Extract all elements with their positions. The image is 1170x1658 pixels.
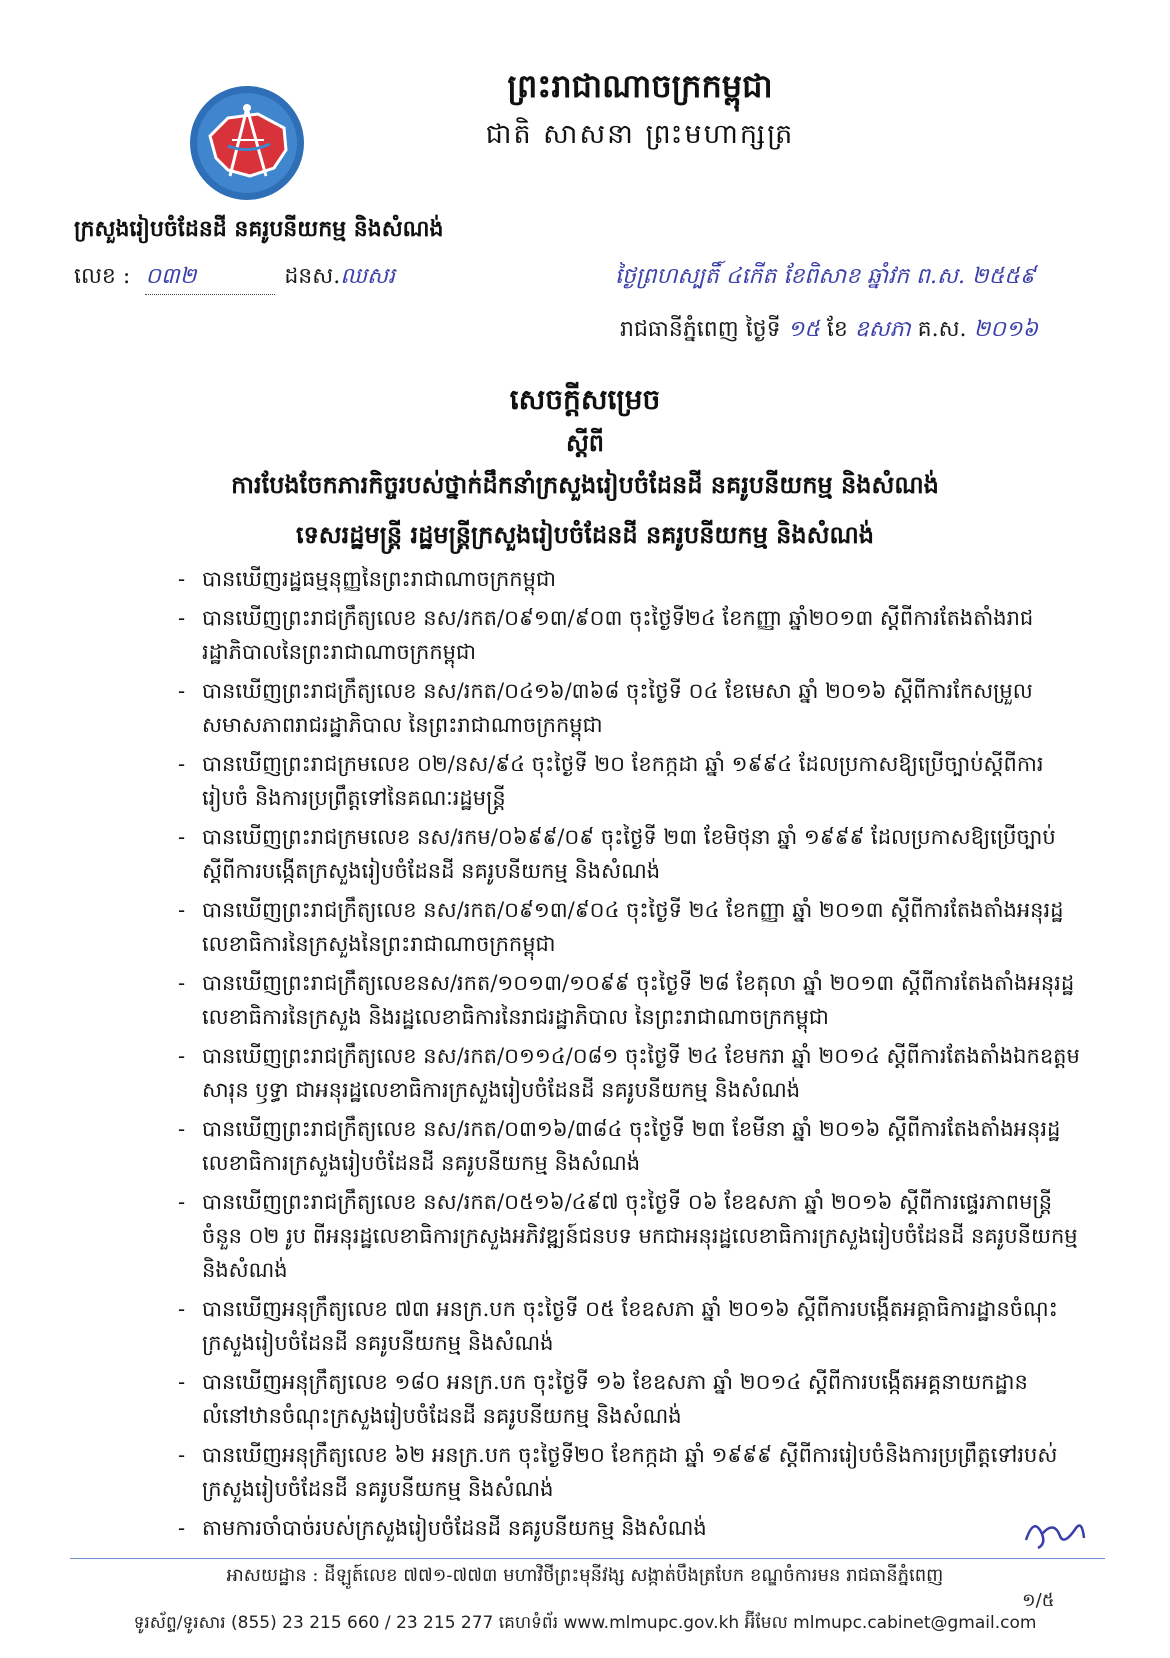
bullet-dash: - [178,825,186,849]
bullet-dash: - [178,1297,186,1321]
bullet-dash: - [178,1044,186,1068]
date-year-prefix: គ.ស. [917,317,967,342]
bullet-dash: - [178,1516,186,1540]
legal-basis-list [178,562,1083,1550]
decision-subtitle-on: ស្តីពី [565,428,605,457]
national-motto: ជាតិ សាសនា ព្រះមហាក្សត្រ [485,119,795,150]
list-item: - បានឃើញព្រះរាជក្រឹត្យលេខ នស/រកត/០៣១៦/៣៨៤ ចុះថ្ងៃទី ២៣ ខែមីនា ឆ្នាំ ២០១៦ ស្តីពីការតែងតាំងអនុរដ្ឋលេខាធិការក្រសួងរៀបចំដែនដី នគរូបនីយកម្ម និងសំណង់ [178,1112,1083,1180]
list-item: - បានឃើញអនុក្រឹត្យលេខ ៦២ អនក្រ.បក ចុះថ្ងៃទី២០ ខែកក្កដា ឆ្នាំ ១៩៩៩ ស្តីពីការរៀបចំនិងការប្រព្រឹត្តទៅរបស់ក្រសួងរៀបចំដែនដី នគរូបនីយកម្ម និងសំណង់ [178,1438,1083,1506]
gregorian-date [620,315,1038,347]
bullet-dash: - [178,752,186,776]
list-item: - បានឃើញរដ្ឋធម្មនុញ្ញនៃព្រះរាជាណាចក្រកម្ពុជា [178,562,1083,596]
bullet-dash: - [178,1370,186,1394]
list-item: - បានឃើញព្រះរាជក្រឹត្យលេខ នស/រកត/០៩១៣/៩០៤ ចុះថ្ងៃទី ២៤ ខែកញ្ញា ឆ្នាំ ២០១៣ ស្តីពីការតែងតាំងអនុរដ្ឋលេខាធិការនៃក្រសួងនៃព្រះរាជាណាចក្រកម្ពុជា [178,893,1083,961]
date-capital-prefix: រាជធានីភ្នំពេញ ថ្ងៃទី [620,317,781,342]
kingdom-heading: ព្រះរាជាណាចក្រកម្ពុជា [507,67,773,105]
date-month: ឧសភា [854,317,911,342]
ministry-logo [188,84,306,202]
reference-number [74,262,395,295]
bullet-dash: - [178,1443,186,1467]
bullet-dash: - [178,679,186,703]
list-item: - បានឃើញព្រះរាជក្រឹត្យលេខ នស/រកត/០១១៤/០៨១ ចុះថ្ងៃទី ២៤ ខែមករា ឆ្នាំ ២០១៤ ស្តីពីការតែងតាំងឯកឧត្តម សារុន ឫទ្ធា ជាអនុរដ្ឋលេខាធិការក្រសួងរៀបចំដែនដី នគរូបនីយកម្ម និងសំណង់ [178,1039,1083,1107]
list-item: - បានឃើញអនុក្រឹត្យលេខ ៧៣ អនក្រ.បក ចុះថ្ងៃទី ០៥ ខែឧសភា ឆ្នាំ ២០១៦ ស្តីពីការបង្កើតអគ្គាធិការដ្ឋានចំណុះក្រសួងរៀបចំដែនដី នគរូបនីយកម្ម និងសំណង់ [178,1292,1083,1360]
ministry-name: ក្រសួងរៀបចំដែនដី នគរូបនីយកម្ម និងសំណង់ [74,216,444,242]
list-item: - បានឃើញព្រះរាជក្រឹត្យលេខ នស/រកត/០៤១៦/៣៦៨ ចុះថ្ងៃទី ០៤ ខែមេសា ឆ្នាំ ២០១៦ ស្តីពីការកែសម្រួលសមាសភាពរាជរដ្ឋាភិបាល នៃព្រះរាជាណាចក្រកម្ពុជា [178,674,1083,742]
footer-contact: ទូរស័ព្ទ/ទូរសារ (855) 23 215 660 / 23 215 277 គេហទំព័រ www.mlmupc.gov.kh អ៊ីមែល mlmupc.cabinet@gmail.com [133,1613,1037,1633]
date-year: ២០១៦ [973,317,1039,342]
bullet-dash: - [178,606,186,630]
list-item: - បានឃើញព្រះរាជក្រមលេខ ០២/នស/៩៤ ចុះថ្ងៃទី ២០ ខែកក្កដា ឆ្នាំ ១៩៩៤ ដែលប្រកាសឱ្យប្រើច្បាប់ស្តីពីការរៀបចំ និងការប្រព្រឹត្តទៅនៃគណៈរដ្ឋមន្ត្រី [178,747,1083,815]
list-item: - តាមការចាំបាច់របស់ក្រសួងរៀបចំដែនដី នគរូបនីយកម្ម និងសំណង់ [178,1511,1083,1545]
list-item: - បានឃើញអនុក្រឹត្យលេខ ១៨០ អនក្រ.បក ចុះថ្ងៃទី ១៦ ខែឧសភា ឆ្នាំ ២០១៤ ស្តីពីការបង្កើតអគ្គនាយកដ្ឋានលំនៅឋានចំណុះក្រសួងរៀបចំដែនដី នគរូបនីយកម្ម និងសំណង់ [178,1365,1083,1433]
footer-address: អាសយដ្ឋាន : ដីឡូត៍លេខ ៧៧១-៧៧៣ មហាវិថីព្រះមុនីវង្ស សង្កាត់បឹងត្របែក ខណ្ឌចំការមន រាជធានីភ្នំពេញ [226,1565,944,1586]
list-item: - បានឃើញព្រះរាជក្រឹត្យលេខ នស/រកត/០៥១៦/៤៩៧ ចុះថ្ងៃទី ០៦ ខែឧសភា ឆ្នាំ ២០១៦ ស្តីពីការផ្ទេរភាពមន្ត្រីចំនួន ០២ រូប ពីអនុរដ្ឋលេខាធិការក្រសួងអភិវឌ្ឍន៍ជនបទ មកជាអនុរដ្ឋលេខាធិការក្រសួងរៀបចំដែនដី នគរូបនីយកម្ម និងសំណង់ [178,1185,1083,1287]
date-day: ១៥ [787,317,820,342]
reference-value: ០៣២ [145,262,275,295]
reference-suffix: ដនស. [284,264,341,289]
bullet-dash: - [178,567,186,591]
reference-suffix-handwritten: ឈសរ [340,264,395,289]
list-item: - បានឃើញព្រះរាជក្រមលេខ នស/រកម/០៦៩៩/០៩ ចុះថ្ងៃទី ២៣ ខែមិថុនា ឆ្នាំ ១៩៩៩ ដែលប្រកាសឱ្យប្រើច្បាប់ស្តីពីការបង្កើតក្រសួងរៀបចំដែនដី នគរូបនីយកម្ម និងសំណង់ [178,820,1083,888]
lunar-date: ថ្ងៃព្រហស្បតិ៍ ៤កើត ខែពិសាខ ឆ្នាំវក ព.ស. ២៥៥៩ [615,264,1036,289]
initials-signature [1020,1510,1090,1556]
decision-subject: ការបែងចែកភារកិច្ចរបស់ថ្នាក់ដឹកនាំក្រសួងរៀបចំដែនដី នគរូបនីយកម្ម និងសំណង់ [231,470,939,499]
bullet-dash: - [178,1117,186,1141]
reference-label: លេខ : [74,264,131,289]
decision-title: សេចក្តីសម្រេច [509,383,661,416]
list-item: - បានឃើញព្រះរាជក្រឹត្យលេខ នស/រកត/០៩១៣/៩០៣ ចុះថ្ងៃទី២៤ ខែកញ្ញា ឆ្នាំ២០១៣ ស្តីពីការតែងតាំងរាជរដ្ឋាភិបាលនៃព្រះរាជាណាចក្រកម្ពុជា [178,601,1083,669]
decision-authority: ទេសរដ្ឋមន្ត្រី រដ្ឋមន្ត្រីក្រសួងរៀបចំដែនដី នគរូបនីយកម្ម និងសំណង់ [295,520,875,549]
footer-divider [70,1558,1105,1559]
bullet-dash: - [178,971,186,995]
bullet-dash: - [178,1190,186,1214]
list-item: - បានឃើញព្រះរាជក្រឹត្យលេខនស/រកត/១០១៣/១០៩៩ ចុះថ្ងៃទី ២៨ ខែតុលា ឆ្នាំ ២០១៣ ស្តីពីការតែងតាំងអនុរដ្ឋលេខាធិការនៃក្រសួង និងរដ្ឋលេខាធិការនៃរាជរដ្ឋាភិបាល នៃព្រះរាជាណាចក្រកម្ពុជា [178,966,1083,1034]
page-number: ១/៥ [1022,1590,1055,1611]
date-month-label: ខែ [826,317,848,342]
bullet-dash: - [178,898,186,922]
